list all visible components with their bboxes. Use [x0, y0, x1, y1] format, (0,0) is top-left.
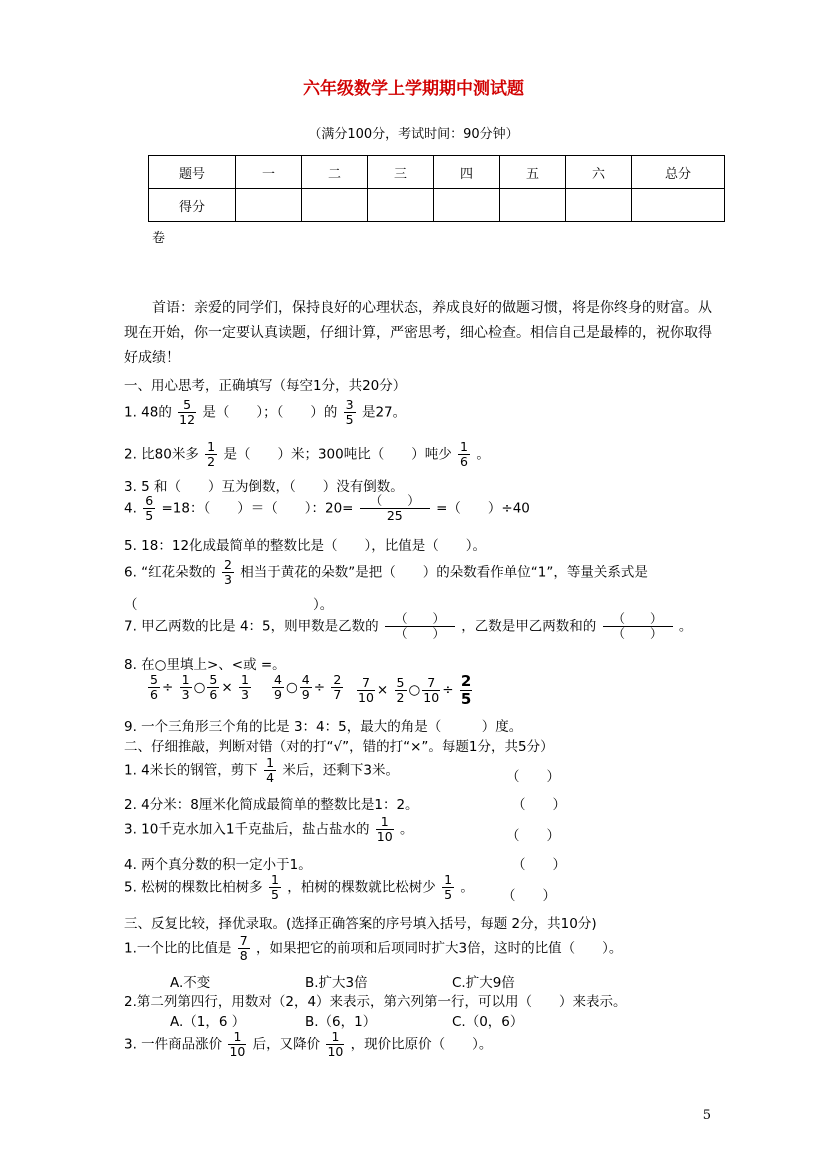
question-1-6-cont: （ ）。 [124, 597, 334, 613]
fraction: $\frac{4}{9}$ [272, 673, 284, 702]
page-title: 六年级数学上学期期中测试题 [303, 79, 524, 99]
section-3-heading: 三、反复比较，择优录取。(选择正确答案的序号填入括号，每题 2分，共10分) [124, 916, 597, 932]
score-cell[interactable] [632, 189, 725, 222]
option-b[interactable]: B.扩大3倍 [305, 975, 368, 991]
fraction: $\frac{1}{5}$ [269, 873, 281, 902]
question-3-2: 2.第二列第四行，用数对（2，4）来表示，第六列第一行，可以用（ ）来表示。 [124, 994, 627, 1010]
compare-expr-3: $\frac{7}{10}$ × $\frac{5}{2}$ ○ $\frac{7}{10}$ ÷ $\frac{2}{5}$ [358, 672, 472, 708]
question-1-6: 6. “红花朵数的 $\frac{2}{3}$ 相当于黄花的朵数”是把（ ）的朵数看作单位“1”，等量关系式是 [124, 557, 648, 587]
table-row [149, 189, 725, 222]
fraction: $\frac{1}{6}$ [458, 440, 470, 469]
section-2-heading: 二、仔细推敲，判断对错（对的打“√”，错的打“×”。每题1分，共5分） [124, 739, 554, 755]
question-2-1: 1. 4米长的钢管，剪下 $\frac{1}{4}$ 米后，还剩下3米。 [124, 755, 399, 785]
row-label: 得分 [149, 189, 236, 222]
fraction: $\frac{5}{12}$ [179, 397, 196, 427]
intro-paragraph: 首语：亲爱的同学们，保持良好的心理状态，养成良好的做题习惯，将是你终身的财富。从现在开始，你一定要认真读题，仔细计算，严密思考，细心检查。相信自己是最棒的，祝你取得好成绩！ [124, 300, 712, 366]
question-1-2: 2. 比80米多 $\frac{1}{2}$ 是（ ）米；300吨比（ ）吨少 $\frac{1}{6}$ 。 [124, 439, 490, 469]
fraction: $\frac{1}{10}$ [229, 1029, 246, 1059]
fraction: $\frac{1}{2}$ [205, 440, 217, 469]
fraction: $\frac{1}{4}$ [264, 756, 276, 785]
question-1-1: 1. 48的 $\frac{5}{12}$ 是（ ）；（ ）的 $\frac{3}{5}$ 是27。 [124, 397, 407, 427]
question-1-8: 8. 在○里填上>、<或 =。 [124, 657, 286, 673]
exam-info: （满分100分，考试时间：90分钟） [308, 127, 519, 142]
fraction: $\frac{2}{7}$ [331, 673, 343, 702]
header-cell: 题号 [149, 156, 236, 189]
score-cell[interactable] [566, 189, 632, 222]
question-2-3: 3. 10千克水加入1千克盐后，盐占盐水的 $\frac{1}{10}$ 。 [124, 814, 414, 844]
question-1-3: 3. 5 和（ ）互为倒数，（ ）没有倒数。 [124, 479, 404, 495]
fraction: $\frac{7}{10}$ [423, 674, 440, 705]
option-c[interactable]: C.（0，6） [452, 1014, 524, 1030]
fraction: $\frac{( )}{( )}$ [603, 612, 673, 641]
score-cell[interactable] [302, 189, 368, 222]
header-cell: 一 [236, 156, 302, 189]
option-a[interactable]: A.不变 [170, 975, 211, 991]
compare-circle[interactable]: ○ [286, 679, 298, 696]
score-cell[interactable] [434, 189, 500, 222]
answer-paren[interactable]: （ ） [512, 857, 566, 873]
fraction: $\frac{4}{9}$ [300, 673, 312, 702]
page-number: 5 [702, 1108, 711, 1123]
fraction: $\frac{2}{5}$ [460, 672, 472, 708]
fraction: $\frac{( )}{25}$ [360, 494, 430, 523]
score-table [148, 155, 725, 222]
question-1-9: 9. 一个三角形三个角的比是 3：4：5，最大的角是（ ）度。 [124, 719, 523, 735]
score-cell[interactable] [500, 189, 566, 222]
option-c[interactable]: C.扩大9倍 [452, 975, 515, 991]
fraction: $\frac{7}{8}$ [238, 934, 250, 963]
compare-expr-1: $\frac{5}{6}$ ÷ $\frac{1}{3}$ ○ $\frac{5}{6}$ × $\frac{1}{3}$ [146, 673, 253, 702]
answer-paren[interactable]: （ ） [512, 797, 566, 813]
header-cell: 总分 [632, 156, 725, 189]
fraction: $\frac{1}{10}$ [376, 814, 393, 844]
compare-expr-2: $\frac{4}{9}$ ○ $\frac{4}{9}$ ÷ $\frac{2}{7}$ [270, 673, 345, 702]
fraction: $\frac{1}{10}$ [327, 1029, 344, 1059]
question-2-4: 4. 两个真分数的积一定小于1。 [124, 857, 312, 873]
header-cell: 四 [434, 156, 500, 189]
question-1-5: 5. 18：12化成最简单的整数比是（ ），比值是（ ）。 [124, 538, 487, 554]
option-b[interactable]: B.（6，1） [305, 1014, 377, 1030]
header-cell: 五 [500, 156, 566, 189]
fraction: $\frac{5}{2}$ [395, 676, 407, 705]
question-1-7: 7. 甲乙两数的比是 4：5，则甲数是乙数的 $\frac{( )}{( )}$ ，乙数是甲乙两数和的 $\frac{( )}{( )}$ 。 [124, 611, 693, 641]
score-cell[interactable] [368, 189, 434, 222]
fraction: $\frac{5}{6}$ [148, 673, 160, 702]
table-row [149, 156, 725, 189]
answer-paren[interactable]: （ ） [502, 888, 556, 904]
score-cell[interactable] [236, 189, 302, 222]
fraction: $\frac{1}{5}$ [442, 873, 454, 902]
fraction: $\frac{( )}{( )}$ [385, 612, 455, 641]
question-1-4: 4. $\frac{6}{5}$ =18：（ ）＝（ ）：20= $\frac{( )}{25}$ =（ ）÷40 [124, 493, 530, 523]
option-a[interactable]: A.（1，6 ） [170, 1014, 246, 1030]
compare-circle[interactable]: ○ [408, 682, 421, 698]
fraction: $\frac{5}{6}$ [207, 673, 219, 702]
header-cell: 六 [566, 156, 632, 189]
juan-label: 卷 [152, 231, 166, 246]
header-cell: 二 [302, 156, 368, 189]
question-3-1: 1.一个比的比值是 $\frac{7}{8}$ ，如果把它的前项和后项同时扩大3倍，这时的比值（ ）。 [124, 933, 623, 963]
fraction: $\frac{1}{3}$ [239, 673, 251, 702]
answer-paren[interactable]: （ ） [506, 828, 560, 844]
question-2-5: 5. 松树的棵数比柏树多 $\frac{1}{5}$ ，柏树的棵数就比松树少 $\frac{1}{5}$ 。 [124, 872, 474, 902]
compare-circle[interactable]: ○ [193, 679, 206, 696]
section-1-heading: 一、用心思考，正确填写（每空1分，共20分） [124, 378, 407, 394]
fraction: $\frac{2}{3}$ [222, 558, 234, 587]
answer-paren[interactable]: （ ） [506, 769, 560, 785]
fraction: $\frac{7}{10}$ [358, 674, 374, 705]
fraction: $\frac{3}{5}$ [344, 398, 356, 427]
question-3-3: 3. 一件商品涨价 $\frac{1}{10}$ 后，又降价 $\frac{1}{10}$ ，现价比原价（ ）。 [124, 1029, 493, 1059]
fraction: $\frac{6}{5}$ [143, 494, 155, 523]
header-cell: 三 [368, 156, 434, 189]
question-2-2: 2. 4分米：8厘米化简成最简单的整数比是1：2。 [124, 797, 419, 813]
fraction: $\frac{1}{3}$ [180, 673, 192, 702]
